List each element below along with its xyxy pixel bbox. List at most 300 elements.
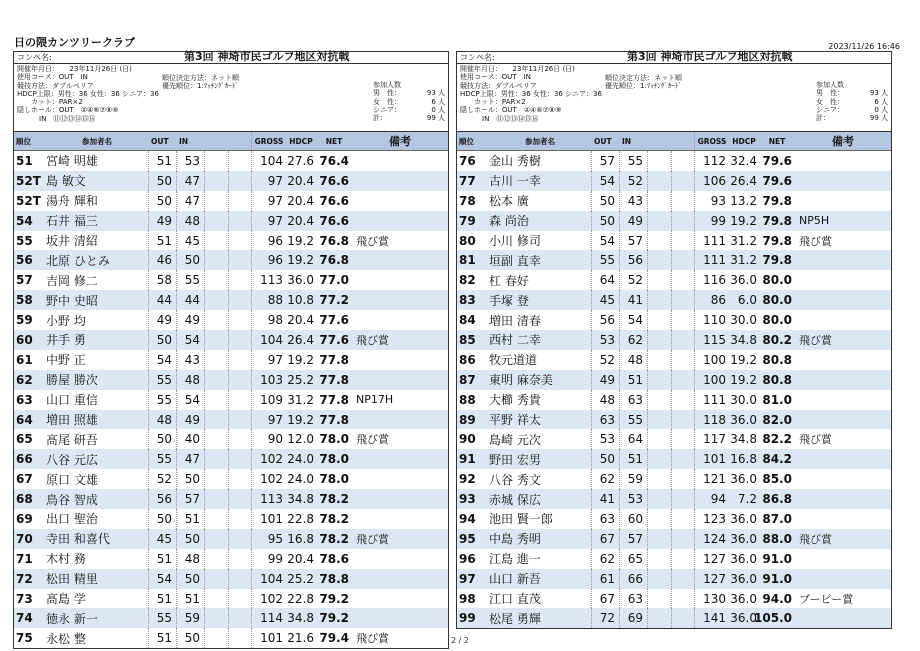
player-name-cell: 寺田 和喜代 [46,532,110,547]
rank-cell: 82 [459,273,476,288]
player-name-cell: 松尾 勇輝 [489,611,541,626]
note-cell [795,151,891,171]
player-name-cell: 松田 精里 [46,572,98,587]
out-score-cell: 63 [591,410,619,430]
header-gross: GROSS [697,136,727,146]
hdcp-cell: 26.4 [287,332,314,347]
in-score-cell: 60 [619,509,647,529]
hdcp-cell: 20.4 [287,173,314,188]
out-score-cell: 62 [591,549,619,569]
note-cell [352,370,448,390]
date-line: 開催年月日： 23年11月26日 (日) [460,65,575,73]
out-score-cell: 41 [591,489,619,509]
table-row [14,231,448,251]
rank-cell: 63 [16,392,33,407]
header-in: IN [179,136,189,146]
note-cell: 飛び賞 [356,632,389,646]
gross-cell: 100 [703,372,726,387]
net-cell: 79.2 [319,591,349,606]
note-cell [795,310,891,330]
player-name-cell: 池田 賢一郎 [489,512,553,527]
rank-cell: 93 [459,492,476,507]
net-cell: 88.0 [762,531,792,546]
table-row [457,509,891,529]
hdcp-cell: 19.2 [730,372,757,387]
net-cell: 76.8 [319,253,349,268]
note-cell [795,270,891,290]
table-row [457,449,891,469]
club-name: 日の隈カンツリークラブ [14,36,135,49]
participants-male: 男 性： 93 人 [373,89,445,98]
rank-cell: 97 [459,571,476,586]
note-cell: 飛び賞 [356,433,389,447]
in-score-cell: 50 [176,529,204,549]
results-panel-left [13,51,449,649]
rank-cell: 65 [16,432,33,447]
header-in: IN [622,136,632,146]
rank-cell: 69 [16,511,33,526]
course-line: 使用コース：OUT IN [17,73,88,82]
gross-cell: 124 [703,531,726,546]
in-score-cell: 50 [176,469,204,489]
in-score-cell: 57 [619,529,647,549]
gross-cell: 111 [703,253,726,268]
hdcp-cell: 36.0 [730,511,757,526]
net-cell: 78.6 [319,551,349,566]
hdcp-cell: 31.2 [730,253,757,268]
rank-cell: 77 [459,173,476,188]
header-rank: 順位 [459,136,474,146]
in-score-cell: 50 [176,628,204,648]
header-net: NET [325,136,343,146]
out-score-cell: 52 [591,350,619,370]
hdcp-cell: 36.0 [730,273,757,288]
rank-cell: 56 [16,253,33,268]
in-score-cell: 69 [619,608,647,628]
out-score-cell: 51 [148,151,176,171]
table-row [457,549,891,569]
gross-cell: 102 [260,472,283,487]
in-score-cell: 45 [176,231,204,251]
competition-title: 第3回 神埼市民ゴルフ地区対抗戦 [184,50,350,63]
out-score-cell: 55 [148,608,176,628]
player-name-cell: 鳥谷 智成 [46,492,98,507]
table-row [457,330,891,350]
in-score-cell: 48 [619,350,647,370]
hdcp-cell: 21.6 [287,631,314,646]
rank-cell: 67 [16,472,33,487]
out-score-cell: 49 [591,370,619,390]
results-table-header [457,131,891,151]
table-row [457,469,891,489]
in-score-cell: 52 [619,270,647,290]
in-score-cell: 54 [176,330,204,350]
net-cell: 78.0 [319,452,349,467]
hdcp-cell: 16.8 [730,452,757,467]
gross-cell: 111 [703,233,726,248]
gross-cell: 101 [703,452,726,467]
out-score-cell: 55 [148,370,176,390]
rank-cell: 87 [459,372,476,387]
net-cell: 77.8 [319,392,349,407]
hdcp-cell: 34.8 [730,432,757,447]
net-cell: 82.0 [762,412,792,427]
net-cell: 77.8 [319,372,349,387]
hdcp-cell: 30.0 [730,392,757,407]
hdcp-line: HDCP上限：男性：36 女性：36 シニア：36 [460,89,602,98]
table-row [457,250,891,270]
gross-cell: 104 [260,332,283,347]
participants-senior: シニア： 0 人 [816,105,888,114]
out-score-cell: 44 [148,290,176,310]
out-score-cell: 50 [591,449,619,469]
table-row [457,270,891,290]
gross-cell: 96 [267,233,283,248]
results-table-header [14,131,448,151]
rank-cell: 96 [459,551,476,566]
competition-title: 第3回 神埼市民ゴルフ地区対抗戦 [627,50,793,63]
in-score-cell: 41 [619,290,647,310]
table-row [14,191,448,211]
net-cell: 77.6 [319,313,349,328]
in-score-cell: 49 [176,310,204,330]
player-name-cell: 金山 秀樹 [489,154,541,169]
hdcp-cell: 36.0 [730,611,757,626]
competition-info [14,64,448,131]
net-cell: 77.8 [319,412,349,427]
net-cell: 105.0 [754,611,792,626]
player-name-cell: 西村 二幸 [489,333,541,348]
participants-total: 計： 99 人 [373,114,445,123]
gross-cell: 102 [260,452,283,467]
hdcp-cell: 22.8 [287,511,314,526]
note-cell [352,191,448,211]
hdcp-cell: 32.4 [730,153,757,168]
rank-cell: 81 [459,253,476,268]
out-score-cell: 54 [591,231,619,251]
note-cell [352,509,448,529]
hidden-in-line: IN ⑪⑫⑬⑭⑮⑯ [39,114,96,123]
competition-label: コンペ名: [460,53,495,62]
net-cell: 86.8 [762,492,792,507]
rank-cell: 76 [459,153,476,168]
player-name-cell: 出口 聖治 [46,512,98,527]
player-name-cell: 島 敏文 [46,174,86,189]
net-cell: 78.8 [319,571,349,586]
participants-label: 参加人数 [373,81,401,89]
out-score-cell: 51 [148,231,176,251]
net-cell: 76.8 [319,233,349,248]
player-name-cell: 湯舟 輝和 [46,194,98,209]
gross-cell: 121 [703,472,726,487]
player-name-cell: 野田 宏男 [489,452,541,467]
hdcp-cell: 34.8 [730,332,757,347]
in-score-cell: 50 [176,250,204,270]
gross-cell: 97 [267,352,283,367]
note-cell [352,569,448,589]
rank-cell: 85 [459,332,476,347]
cut-line: カット：PAR×2 [31,98,83,107]
hdcp-cell: 27.6 [287,153,314,168]
net-cell: 78.2 [319,531,349,546]
out-score-cell: 50 [148,429,176,449]
player-name-cell: 島崎 元次 [489,432,541,447]
table-row [14,509,448,529]
net-cell: 78.0 [319,432,349,447]
out-score-cell: 57 [591,151,619,171]
table-row [457,370,891,390]
gross-cell: 109 [260,392,283,407]
hdcp-cell: 20.4 [287,213,314,228]
note-cell [795,350,891,370]
gross-cell: 100 [703,352,726,367]
hdcp-cell: 19.2 [287,253,314,268]
in-score-cell: 63 [619,589,647,609]
in-score-cell: 44 [176,290,204,310]
gross-cell: 115 [703,332,726,347]
player-name-cell: 垣副 直幸 [489,253,541,268]
net-cell: 79.4 [319,631,349,646]
in-score-cell: 43 [176,350,204,370]
out-score-cell: 49 [148,211,176,231]
hdcp-cell: 26.4 [730,173,757,188]
net-cell: 94.0 [762,591,792,606]
in-score-cell: 55 [176,270,204,290]
in-score-cell: 66 [619,569,647,589]
hdcp-cell: 20.4 [287,313,314,328]
hdcp-cell: 20.4 [287,193,314,208]
participants-senior: シニア： 0 人 [373,105,445,114]
participants-label: 参加人数 [816,81,844,89]
gross-cell: 103 [260,372,283,387]
table-row [457,171,891,191]
note-cell [352,171,448,191]
table-row [14,569,448,589]
gross-cell: 97 [267,213,283,228]
note-cell [795,549,891,569]
table-row [14,270,448,290]
in-score-cell: 55 [619,151,647,171]
header-rank: 順位 [16,136,31,146]
gross-cell: 99 [710,213,726,228]
player-name-cell: 徳永 新一 [46,611,98,626]
net-cell: 79.8 [762,233,792,248]
table-row [14,489,448,509]
rank-cell: 55 [16,233,33,248]
gross-cell: 98 [267,313,283,328]
out-score-cell: 67 [591,529,619,549]
note-cell [795,390,891,410]
header-name: 参加者名 [525,136,555,146]
table-row [457,489,891,509]
table-row [457,429,891,449]
rank-cell: 86 [459,352,476,367]
table-row [14,429,448,449]
out-score-cell: 46 [148,250,176,270]
note-cell: NP17H [356,393,394,407]
out-score-cell: 67 [591,589,619,609]
hdcp-cell: 30.0 [730,313,757,328]
table-row [14,151,448,171]
gross-cell: 99 [267,551,283,566]
player-name-cell: 永松 整 [46,631,86,646]
out-score-cell: 72 [591,608,619,628]
net-cell: 81.0 [762,392,792,407]
table-row [457,290,891,310]
player-name-cell: 野中 史昭 [46,293,98,308]
participants-total: 計： 99 人 [816,114,888,123]
player-name-cell: 八谷 元広 [46,452,98,467]
note-cell [352,608,448,628]
gross-cell: 97 [267,412,283,427]
rank-cell: 95 [459,531,476,546]
rank-cell: 74 [16,611,33,626]
gross-cell: 106 [703,173,726,188]
net-cell: 80.0 [762,313,792,328]
note-cell [352,151,448,171]
note-cell [795,509,891,529]
net-cell: 79.8 [762,213,792,228]
gross-cell: 93 [710,193,726,208]
priority: 優先順位：1:ﾏｯﾁﾝｸﾞｶｰﾄﾞ [605,82,682,91]
out-score-cell: 51 [148,628,176,648]
table-row [457,569,891,589]
note-cell: 飛び賞 [799,433,832,447]
participants-box [816,81,888,122]
table-row [14,290,448,310]
note-cell [795,469,891,489]
net-cell: 77.2 [319,293,349,308]
note-cell: NP5H [799,214,830,228]
player-name-cell: 東明 麻奈美 [489,373,553,388]
hdcp-cell: 36.0 [730,472,757,487]
net-cell: 76.6 [319,213,349,228]
hdcp-cell: 36.0 [730,571,757,586]
hidden-out-line: 隠しホール：OUT ②④⑥⑦⑧⑨ [17,106,119,115]
out-score-cell: 55 [591,250,619,270]
rank-method: 順位決定方法：ネット順 [162,74,239,82]
player-name-cell: 杠 春好 [489,273,529,288]
note-cell [795,449,891,469]
rank-cell: 91 [459,452,476,467]
hdcp-cell: 19.2 [730,213,757,228]
gross-cell: 95 [267,531,283,546]
gross-cell: 116 [703,273,726,288]
table-row [14,370,448,390]
out-score-cell: 55 [148,449,176,469]
out-score-cell: 54 [148,569,176,589]
note-cell [352,589,448,609]
hdcp-cell: 36.0 [287,273,314,288]
rank-cell: 84 [459,313,476,328]
player-name-cell: 松本 廣 [489,194,529,209]
net-cell: 76.6 [319,173,349,188]
player-name-cell: 坂井 清紹 [46,234,98,248]
gross-cell: 113 [260,273,283,288]
table-row [14,608,448,628]
hdcp-cell: 25.2 [287,372,314,387]
in-score-cell: 59 [176,608,204,628]
net-cell: 78.2 [319,492,349,507]
note-cell [352,270,448,290]
player-name-cell: 井手 勇 [46,333,86,348]
rank-cell: 59 [16,313,33,328]
gross-cell: 127 [703,551,726,566]
table-row [14,330,448,350]
out-score-cell: 52 [148,469,176,489]
player-name-cell: 森 尚治 [489,214,529,229]
out-score-cell: 56 [591,310,619,330]
out-score-cell: 51 [148,589,176,609]
rank-cell: 88 [459,392,476,407]
out-score-cell: 53 [591,330,619,350]
table-row [457,191,891,211]
player-name-cell: 八谷 秀文 [489,472,541,487]
out-score-cell: 56 [148,489,176,509]
in-score-cell: 51 [176,589,204,609]
gross-cell: 114 [260,611,283,626]
net-cell: 87.0 [762,511,792,526]
header-gross: GROSS [254,136,284,146]
hidden-out-line: 隠しホール：OUT ②④⑥⑦⑧⑨ [460,106,562,115]
out-score-cell: 62 [591,469,619,489]
out-score-cell: 50 [148,330,176,350]
player-name-cell: 小川 修司 [489,234,541,248]
net-cell: 79.8 [762,253,792,268]
in-score-cell: 54 [619,310,647,330]
net-cell: 77.6 [319,332,349,347]
in-score-cell: 49 [619,211,647,231]
in-score-cell: 65 [619,549,647,569]
note-cell: 飛び賞 [356,532,389,546]
out-score-cell: 58 [148,270,176,290]
page-number: 2 / 2 [451,636,469,645]
rank-cell: 61 [16,352,33,367]
gross-cell: 113 [260,492,283,507]
rank-cell: 92 [459,472,476,487]
in-score-cell: 51 [619,449,647,469]
gross-cell: 110 [703,313,726,328]
net-cell: 85.0 [762,472,792,487]
in-score-cell: 48 [176,549,204,569]
table-row [457,231,891,251]
out-score-cell: 45 [148,529,176,549]
participants-box [373,81,445,122]
net-cell: 80.8 [762,372,792,387]
hdcp-line: HDCP上限：男性：36 女性：36 シニア：36 [17,89,159,98]
out-score-cell: 50 [148,171,176,191]
participants-male: 男 性： 93 人 [816,89,888,98]
player-name-cell: 石井 福三 [46,214,98,229]
note-cell: ブービー賞 [799,592,854,606]
net-cell: 77.8 [319,352,349,367]
table-row [457,529,891,549]
out-score-cell: 48 [591,390,619,410]
net-cell: 80.0 [762,293,792,308]
table-row [14,250,448,270]
table-row [457,390,891,410]
hdcp-cell: 24.0 [287,452,314,467]
rank-cell: 52T [16,193,41,208]
rank-cell: 79 [459,213,476,228]
in-score-cell: 51 [176,509,204,529]
table-row [14,469,448,489]
net-cell: 79.8 [762,193,792,208]
table-row [14,410,448,430]
hdcp-cell: 36.0 [730,531,757,546]
table-row [14,350,448,370]
player-name-cell: 平野 祥太 [489,413,541,428]
